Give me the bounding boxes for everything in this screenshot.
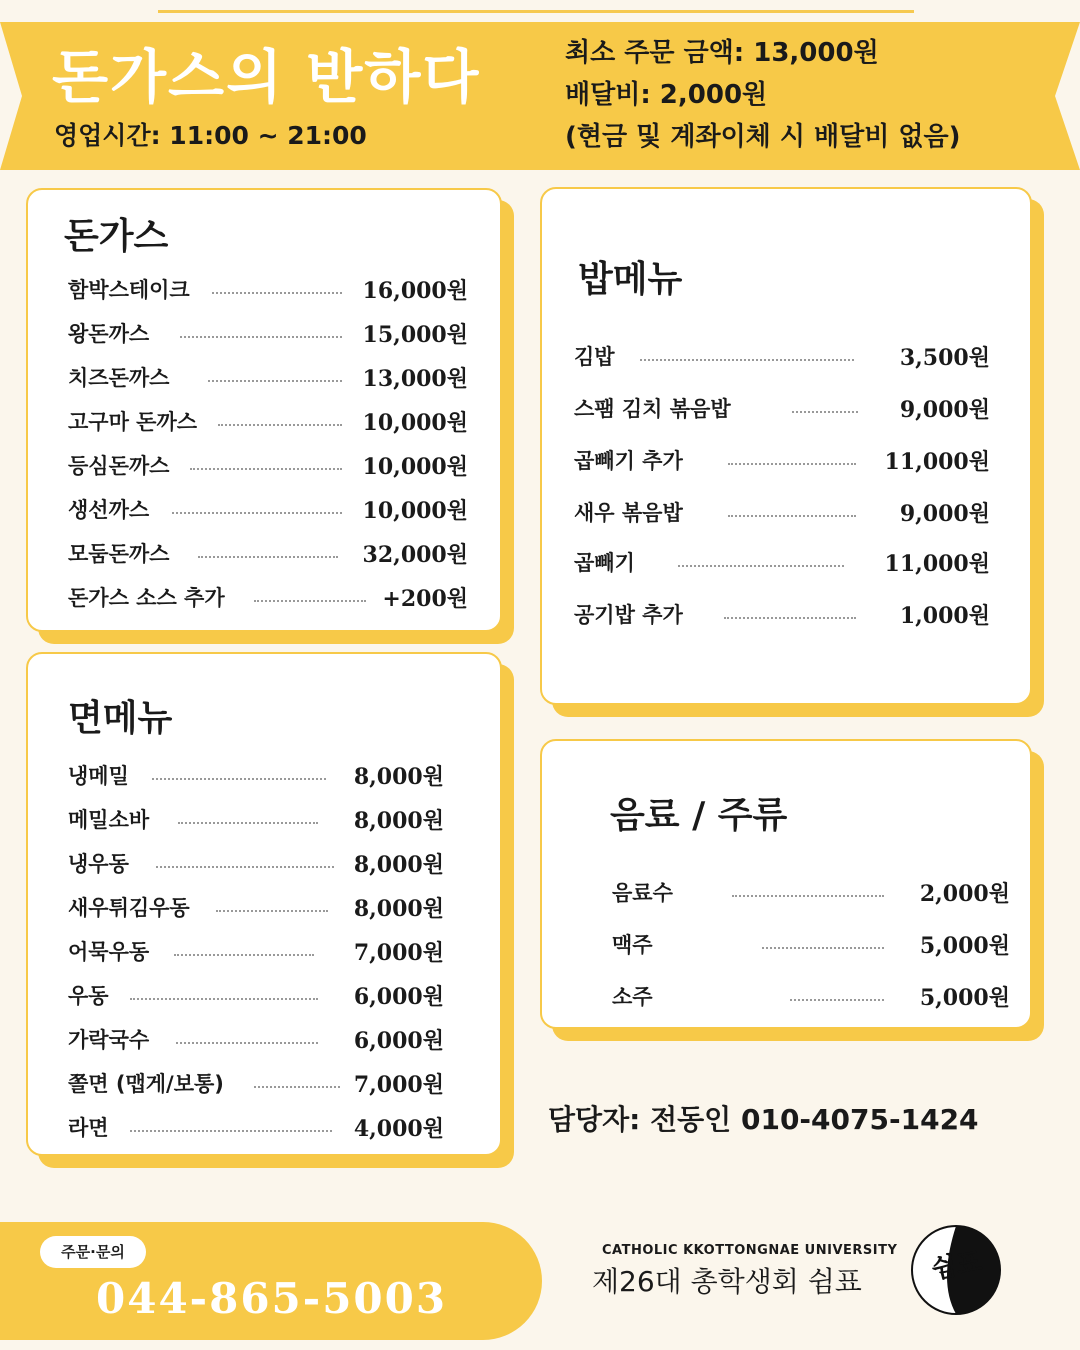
- item-price: 5,000원: [919, 933, 1010, 959]
- item-name: 생선까스: [68, 498, 150, 522]
- menu-row: [68, 1068, 444, 1098]
- item-name: 냉메밀: [68, 764, 129, 788]
- dot-leader: [218, 424, 342, 426]
- item-name: 맥주: [612, 933, 653, 957]
- menu-row: [68, 892, 444, 922]
- menu-row: [574, 445, 990, 475]
- menu-row: [68, 1024, 444, 1054]
- item-name: 곱빼기 추가: [574, 449, 683, 473]
- order-phone-number[interactable]: 044-865-5003: [96, 1274, 448, 1323]
- dot-leader: [212, 292, 342, 294]
- noodle-title: 면메뉴: [68, 698, 173, 739]
- menu-row: [612, 877, 1010, 907]
- item-price: 2,000원: [919, 881, 1010, 907]
- contact-person: 담당자: 전동인 010-4075-1424: [548, 1103, 979, 1136]
- item-name: 곱빼기: [574, 551, 635, 575]
- tonkatsu-title: 돈가스: [64, 216, 169, 257]
- item-name: 왕돈까스: [68, 322, 150, 346]
- menu-row: [68, 760, 444, 790]
- item-price: 5,000원: [919, 985, 1010, 1011]
- delivery-info: [565, 32, 961, 158]
- menu-row: [574, 497, 990, 527]
- delivery-fee: 배달비: 2,000원: [565, 80, 768, 110]
- dot-leader: [176, 1042, 318, 1044]
- item-name: 스팸 김치 볶음밥: [574, 397, 731, 421]
- item-name: 고구마 돈까스: [68, 410, 198, 434]
- menu-row: [68, 362, 468, 392]
- item-price: 11,000원: [884, 551, 990, 577]
- item-price: 9,000원: [899, 397, 990, 423]
- menu-row: [68, 274, 468, 304]
- menu-row: [68, 804, 444, 834]
- drinks-card: [540, 739, 1032, 1029]
- business-hours: 영업시간: 11:00 ~ 21:00: [54, 121, 367, 150]
- item-price: 9,000원: [899, 501, 990, 527]
- drinks-title: 음료 / 주류: [610, 795, 788, 836]
- dot-leader: [130, 1130, 332, 1132]
- menu-row: [68, 450, 468, 480]
- item-name: 음료수: [612, 881, 673, 905]
- item-name: 쫄면 (맵게/보통): [68, 1072, 224, 1096]
- dot-leader: [172, 512, 342, 514]
- item-price: 6,000원: [353, 984, 444, 1010]
- item-price: 7,000원: [353, 940, 444, 966]
- item-name: 돈가스 소스 추가: [68, 586, 225, 610]
- dot-leader: [198, 556, 338, 558]
- item-name: 새우 볶음밥: [574, 501, 683, 525]
- item-price: 13,000원: [362, 366, 468, 392]
- menu-row: [68, 406, 468, 436]
- menu-row: [68, 494, 468, 524]
- dot-leader: [254, 600, 366, 602]
- menu-row: [68, 582, 468, 612]
- menu-row: [574, 547, 990, 577]
- min-order: 최소 주문 금액: 13,000원: [565, 38, 879, 68]
- item-name: 함박스테이크: [68, 278, 190, 302]
- dot-leader: [180, 336, 342, 338]
- menu-row: [574, 599, 990, 629]
- order-tag: 주문·문의: [40, 1236, 146, 1268]
- menu-row: [68, 936, 444, 966]
- item-price: 1,000원: [899, 603, 990, 629]
- council-logo-icon: [908, 1222, 1004, 1318]
- menu-row: [68, 538, 468, 568]
- dot-leader: [254, 1086, 340, 1088]
- item-price: 10,000원: [362, 498, 468, 524]
- menu-row: [68, 848, 444, 878]
- item-name: 소주: [612, 985, 653, 1009]
- menu-row: [612, 981, 1010, 1011]
- menu-row: [68, 980, 444, 1010]
- item-price: 10,000원: [362, 410, 468, 436]
- dot-leader: [724, 617, 856, 619]
- item-price: 16,000원: [362, 278, 468, 304]
- shop-title: 돈가스의 반하다: [52, 43, 481, 111]
- item-price: 8,000원: [353, 852, 444, 878]
- dot-leader: [640, 359, 854, 361]
- dot-leader: [762, 947, 884, 949]
- noodle-card: [26, 652, 502, 1156]
- menu-row: [574, 393, 990, 423]
- top-divider: [158, 10, 914, 13]
- item-name: 가락국수: [68, 1028, 150, 1052]
- item-name: 치즈돈까스: [68, 366, 170, 390]
- menu-row: [574, 341, 990, 371]
- dot-leader: [152, 778, 326, 780]
- item-price: 10,000원: [362, 454, 468, 480]
- menu-row: [612, 929, 1010, 959]
- item-name: 라면: [68, 1116, 109, 1140]
- student-council-name: 제26대 총학생회 쉼표: [592, 1265, 862, 1298]
- item-name: 등심돈까스: [68, 454, 170, 478]
- university-name: CATHOLIC KKOTTONGNAE UNIVERSITY: [602, 1243, 898, 1258]
- dot-leader: [790, 999, 884, 1001]
- dot-leader: [728, 515, 856, 517]
- menu-row: [68, 318, 468, 348]
- rice-title: 밥메뉴: [578, 259, 683, 300]
- dot-leader: [130, 998, 318, 1000]
- item-name: 우동: [68, 984, 109, 1008]
- dot-leader: [728, 463, 856, 465]
- item-price: 11,000원: [884, 449, 990, 475]
- dot-leader: [178, 822, 318, 824]
- item-price: 3,500원: [899, 345, 990, 371]
- tonkatsu-card: [26, 188, 502, 632]
- logo-text: 쉼표: [929, 1246, 984, 1286]
- item-price: 6,000원: [353, 1028, 444, 1054]
- item-price: 15,000원: [362, 322, 468, 348]
- dot-leader: [678, 565, 844, 567]
- dot-leader: [208, 380, 342, 382]
- item-price: 8,000원: [353, 808, 444, 834]
- item-price: 7,000원: [353, 1072, 444, 1098]
- item-name: 메밀소바: [68, 808, 150, 832]
- item-price: 32,000원: [362, 542, 468, 568]
- item-price: 8,000원: [353, 896, 444, 922]
- item-name: 모둠돈까스: [68, 542, 170, 566]
- item-price: 8,000원: [353, 764, 444, 790]
- dot-leader: [216, 910, 328, 912]
- item-name: 냉우동: [68, 852, 129, 876]
- menu-row: [68, 1112, 444, 1142]
- delivery-note: (현금 및 계좌이체 시 배달비 없음): [565, 122, 961, 152]
- dot-leader: [732, 895, 884, 897]
- dot-leader: [792, 411, 858, 413]
- item-price: +200원: [382, 586, 468, 612]
- item-price: 4,000원: [353, 1116, 444, 1142]
- item-name: 공기밥 추가: [574, 603, 683, 627]
- item-name: 새우튀김우동: [68, 896, 190, 920]
- item-name: 김밥: [574, 345, 615, 369]
- dot-leader: [156, 866, 334, 868]
- dot-leader: [174, 954, 314, 956]
- dot-leader: [190, 468, 342, 470]
- item-name: 어묵우동: [68, 940, 150, 964]
- rice-card: [540, 187, 1032, 705]
